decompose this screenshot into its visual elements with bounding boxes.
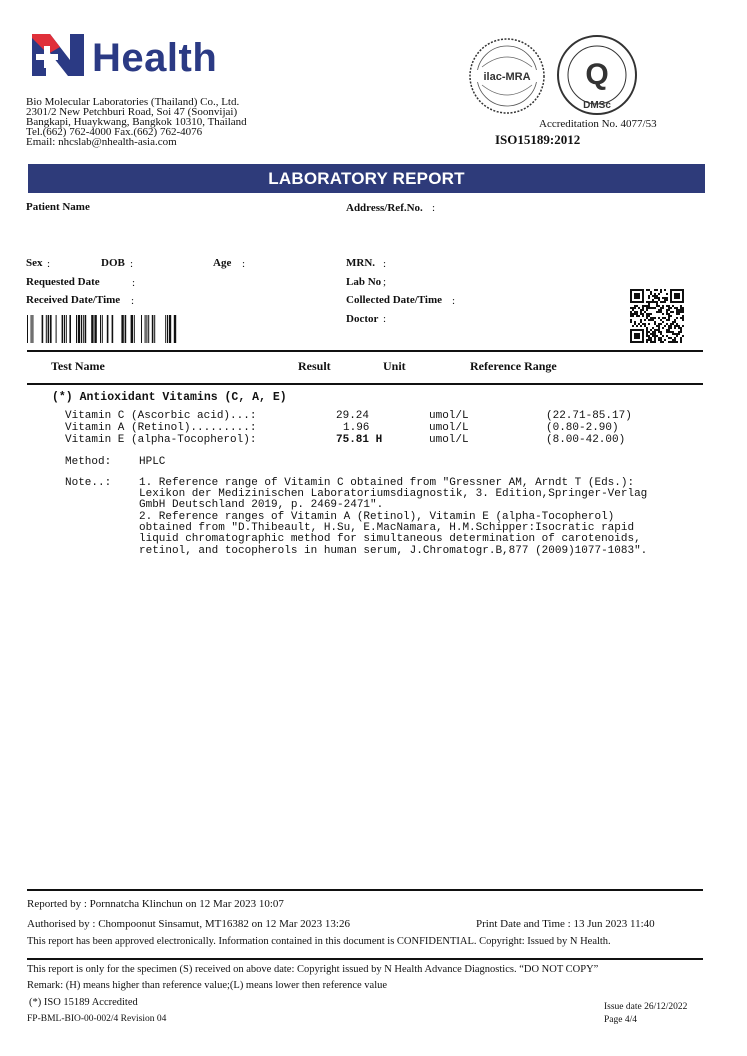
sex-label: Sex	[26, 257, 43, 269]
issue-date: Issue date 26/12/2022	[604, 1002, 688, 1012]
report-title-bar	[28, 164, 705, 193]
header-test-name: Test Name	[51, 359, 105, 373]
mrn-label: MRN.	[346, 257, 376, 269]
company-email: Email: nhcslab@nhealth-asia.com	[26, 136, 177, 148]
method-value: HPLC	[139, 456, 166, 468]
authorised-by: Authorised by : Chompoonut Sinsamut, MT16382 on 12 Mar 2023 13:26	[27, 918, 350, 930]
report-title: LABORATORY REPORT	[268, 168, 465, 188]
received-date-colon: :	[131, 295, 135, 307]
note-line: liquid chromatographic method for simultaneous determination of carotenoids,	[139, 533, 641, 545]
note-label: Note..:	[65, 477, 112, 489]
address-colon: :	[432, 202, 436, 214]
doctor-label: Doctor	[346, 313, 379, 325]
result-row-unit: umol/L	[429, 422, 469, 434]
address-label: Address/Ref.No.	[346, 202, 423, 214]
svg-text:DMSc: DMSc	[583, 100, 611, 111]
requested-date-label: Requested Date	[26, 276, 100, 288]
company-phone: Tel.(662) 762-4000 Fax.(662) 762-4076	[26, 126, 203, 138]
note-line: 1. Reference range of Vitamin C obtained from "Gressner AM, Arndt T (Eds.):	[139, 477, 635, 489]
collected-date-colon: :	[452, 295, 456, 307]
barcode-icon	[27, 315, 177, 343]
note-line: Lexikon der Medizinischen Laboratoriumsdiagnostik, 3. Edition,Springer-Verlag	[139, 488, 648, 500]
dob-label: DOB	[101, 257, 125, 269]
result-row-unit: umol/L	[429, 410, 469, 422]
collected-date-label: Collected Date/Time	[346, 294, 443, 306]
form-number: FP-BML-BIO-00-002/4 Revision 04	[27, 1014, 167, 1024]
qr-code-icon	[630, 289, 684, 343]
lab-no-colon: ;	[383, 276, 387, 288]
note-line: GmbH Deutschland 2019, p. 2469-2471".	[139, 499, 384, 511]
result-row-value: 1.96	[343, 422, 370, 434]
page-number: Page 4/4	[604, 1015, 637, 1025]
n-health-logo-mark	[30, 30, 86, 80]
note-line: 2. Reference ranges of Vitamin A (Retinol), Vitamin E (alpha-Tocopherol)	[139, 511, 615, 523]
age-colon: :	[242, 258, 246, 270]
doctor-colon: :	[383, 313, 387, 325]
result-row-value: 29.24	[336, 410, 370, 422]
company-name: Bio Molecular Laboratories (Thailand) Co., Ltd.	[26, 96, 240, 108]
reported-by: Reported by : Pornnatcha Klinchun on 12 Mar 2023 10:07	[27, 898, 284, 910]
result-row-name: Vitamin E (alpha-Tocopherol):	[65, 434, 257, 446]
specimen-note: This report is only for the specimen (S) received on above date: Copyright issued by N Health Advance Diagnostics. “DO NOT COPY”	[27, 964, 599, 975]
result-row-range: (8.00-42.00)	[546, 434, 626, 446]
section-title: (*) Antioxidant Vitamins (C, A, E)	[52, 391, 287, 404]
age-label: Age	[213, 257, 232, 269]
footer-top-rule	[27, 889, 703, 891]
table-header-rule	[27, 383, 703, 385]
mrn-colon: :	[383, 258, 387, 270]
result-row-name: Vitamin C (Ascorbic acid)...:	[65, 410, 257, 422]
result-row-range: (22.71-85.17)	[546, 410, 632, 422]
received-date-label: Received Date/Time	[26, 294, 121, 306]
method-label: Method:	[65, 456, 112, 468]
remark: Remark: (H) means higher than reference value;(L) means lower then reference value	[27, 980, 388, 991]
note-line: obtained from "D.Thibeault, H.Su, E.MacNamara, H.M.Schipper:Isocratic rapid	[139, 522, 635, 534]
header-unit: Unit	[383, 359, 406, 373]
print-date-time: Print Date and Time : 13 Jun 2023 11:40	[476, 918, 655, 930]
note-line: retinol, and tocopherols in human serum, J.Chromatogr.B,877 (2009)1077-1083".	[139, 545, 648, 557]
table-top-rule	[27, 350, 703, 352]
lab-no-label: Lab No	[346, 276, 382, 288]
ilac-mra-seal-icon	[468, 37, 546, 115]
footer-bottom-rule	[27, 958, 703, 960]
svg-text:ilac-MRA: ilac-MRA	[483, 71, 531, 83]
result-row-name: Vitamin A (Retinol).........:	[65, 422, 257, 434]
brand-name: Health	[92, 36, 218, 80]
dmsc-quality-seal-icon	[556, 34, 638, 116]
header-reference-range: Reference Range	[470, 359, 557, 373]
iso-standard: ISO15189:2012	[495, 132, 581, 147]
header-result: Result	[298, 359, 331, 373]
requested-date-colon: :	[132, 277, 136, 289]
accreditation-number: Accreditation No. 4077/53	[539, 118, 657, 130]
result-row-value-high: 75.81 H	[336, 434, 383, 446]
result-row-unit: umol/L	[429, 434, 469, 446]
approval-statement: This report has been approved electronically. Information contained in this document is CONFIDENTIAL. Copyright: Issued by N Health.	[27, 936, 611, 947]
patient-name-label: Patient Name	[26, 201, 90, 213]
company-address-2: Bangkapi, Huaykwang, Bangkok 10310, Thailand	[26, 116, 247, 128]
company-address-1: 2301/2 New Petchburi Road, Soi 47 (Soonvijai)	[26, 106, 238, 118]
sex-colon: :	[47, 258, 51, 270]
iso-accredited-note: (*) ISO 15189 Accredited	[29, 997, 138, 1008]
dob-colon: :	[130, 258, 134, 270]
result-row-range: (0.80-2.90)	[546, 422, 619, 434]
svg-text:Q: Q	[585, 58, 609, 91]
